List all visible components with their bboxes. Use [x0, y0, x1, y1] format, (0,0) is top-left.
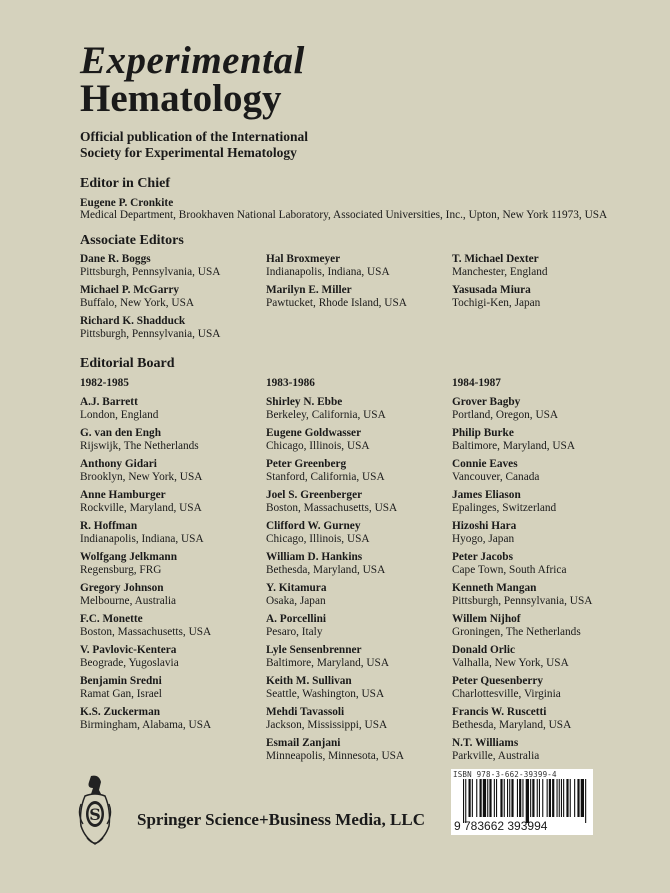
board-member-entry — [80, 489, 265, 520]
member-location: Hyogo, Japan — [452, 533, 515, 545]
editor-location: Buffalo, New York, USA — [80, 297, 195, 309]
barcode-bar — [561, 779, 562, 817]
member-name: N.T. Williams — [452, 737, 519, 749]
subtitle — [80, 129, 308, 161]
barcode-bar — [563, 779, 564, 817]
board-member-entry — [80, 582, 265, 613]
isbn-label: ISBN 978-3-662-39399-4 — [453, 770, 557, 779]
board-member-entry — [452, 644, 637, 675]
board-member-entry — [452, 427, 637, 458]
board-member-entry — [266, 458, 451, 489]
barcode-bar — [487, 779, 488, 817]
barcode-bar — [542, 779, 543, 817]
member-name: Joel S. Greenberger — [266, 489, 363, 501]
board-member-entry — [80, 458, 265, 489]
board-member-entry — [452, 706, 637, 737]
isbn-barcode — [451, 769, 593, 835]
member-name: Anne Hamburger — [80, 489, 166, 501]
term-years: 1982-1985 — [80, 377, 129, 389]
member-location: Vancouver, Canada — [452, 471, 540, 483]
barcode-bar — [519, 779, 521, 817]
member-name: William D. Hankins — [266, 551, 363, 563]
editor-entry — [452, 253, 637, 284]
board-member-entry — [80, 551, 265, 582]
ean-digits: 9 783662 393994 — [454, 819, 548, 833]
member-name: Wolfgang Jelkmann — [80, 551, 177, 563]
editor-in-chief-heading: Editor in Chief — [80, 176, 170, 191]
journal-title-line2: Hematology — [80, 77, 282, 120]
springer-knight-logo — [77, 774, 113, 850]
member-name: Willem Nijhof — [452, 613, 521, 625]
editor-entry — [80, 253, 265, 284]
editor-entry — [266, 253, 451, 284]
member-name: Philip Burke — [452, 427, 514, 439]
member-location: Melbourne, Australia — [80, 595, 177, 607]
member-location: Jackson, Mississippi, USA — [266, 719, 388, 731]
term-years: 1983-1986 — [266, 377, 315, 389]
barcode-bar — [483, 779, 486, 817]
board-member-entry — [80, 396, 265, 427]
associate-editors-heading: Associate Editors — [80, 233, 184, 248]
editor-name: Hal Broxmeyer — [266, 253, 341, 265]
member-location: Ramat Gan, Israel — [80, 688, 162, 700]
member-location: Bethesda, Maryland, USA — [452, 719, 572, 731]
subtitle-line2: Society for Experimental Hematology — [80, 145, 297, 160]
member-name: Benjamin Sredni — [80, 675, 162, 687]
member-location: London, England — [80, 409, 159, 421]
board-member-entry — [452, 396, 637, 427]
barcode-bar — [566, 779, 568, 817]
barcode-bar — [581, 779, 584, 817]
editor-entry — [266, 284, 451, 315]
member-location: Parkville, Australia — [452, 750, 540, 762]
member-name: A. Porcellini — [266, 613, 327, 625]
editor-location: Pawtucket, Rhode Island, USA — [266, 297, 407, 309]
board-member-entry — [452, 675, 637, 706]
member-name: Hizoshi Hara — [452, 520, 517, 532]
board-member-entry — [80, 706, 265, 737]
member-name: V. Pavlovic-Kentera — [80, 644, 177, 656]
board-member-entry — [452, 520, 637, 551]
member-name: Anthony Gidari — [80, 458, 157, 470]
member-name: Mehdi Tavassoli — [266, 706, 345, 718]
editor-location: Tochigi-Ken, Japan — [452, 297, 541, 309]
board-member-entry — [80, 427, 265, 458]
barcode-bar — [489, 779, 491, 817]
member-name: R. Hoffman — [80, 520, 138, 532]
member-location: Portland, Oregon, USA — [452, 409, 559, 421]
barcode-bar — [480, 779, 482, 817]
member-location: Brooklyn, New York, USA — [80, 471, 203, 483]
member-name: Shirley N. Ebbe — [266, 396, 343, 408]
board-member-entry — [452, 458, 637, 489]
board-member-entry — [266, 582, 451, 613]
member-name: K.S. Zuckerman — [80, 706, 161, 718]
board-member-entry — [266, 644, 451, 675]
member-name: Peter Greenberg — [266, 458, 347, 470]
editorial-board-column — [266, 377, 451, 768]
board-member-entry — [452, 737, 637, 768]
barcode-bar — [570, 779, 571, 817]
member-name: Donald Orlic — [452, 644, 516, 656]
editor-name: Marilyn E. Miller — [266, 284, 352, 296]
member-location: Pesaro, Italy — [266, 626, 323, 638]
member-name: Lyle Sensenbrenner — [266, 644, 362, 656]
member-name: Peter Jacobs — [452, 551, 513, 563]
board-member-entry — [452, 582, 637, 613]
editor-entry — [80, 315, 265, 346]
barcode-bar — [496, 779, 497, 817]
barcode-bar — [507, 779, 508, 817]
journal-title-line1: Experimental — [80, 39, 305, 82]
member-name: Esmail Zanjani — [266, 737, 341, 749]
member-location: Chicago, Illinois, USA — [266, 533, 370, 545]
member-name: Francis W. Ruscetti — [452, 706, 547, 718]
editor-name: Dane R. Boggs — [80, 253, 151, 265]
barcode-bar — [472, 779, 473, 817]
board-member-entry — [452, 551, 637, 582]
barcode-bar — [511, 779, 513, 817]
associate-editors-column — [80, 253, 265, 346]
barcode-bar — [574, 779, 575, 817]
member-name: James Eliason — [452, 489, 521, 501]
member-location: Epalinges, Switzerland — [452, 502, 557, 514]
barcode-bar — [577, 779, 579, 817]
editor-location: Manchester, England — [452, 266, 548, 278]
term-years: 1984-1987 — [452, 377, 501, 389]
barcode-bar — [539, 779, 540, 817]
publisher-name: Springer Science+Business Media, LLC — [137, 810, 426, 829]
barcode-bar — [517, 779, 518, 817]
barcode-bar — [532, 779, 534, 817]
member-location: Baltimore, Maryland, USA — [452, 440, 575, 452]
editor-name: Yasusada Miura — [452, 284, 531, 296]
member-location: Groningen, The Netherlands — [452, 626, 581, 638]
barcode-bar — [552, 779, 554, 817]
editor-location: Pittsburgh, Pennsylvania, USA — [80, 266, 221, 278]
subtitle-line1: Official publication of the International — [80, 129, 309, 144]
editor-in-chief-name: Eugene P. Cronkite — [80, 197, 174, 209]
barcode-bar — [465, 779, 466, 823]
editor-entry — [80, 284, 265, 315]
member-location: Pittsburgh, Pennsylvania, USA — [452, 595, 593, 607]
barcode-bar — [500, 779, 502, 817]
member-location: Baltimore, Maryland, USA — [266, 657, 389, 669]
member-location: Valhalla, New York, USA — [452, 657, 569, 669]
associate-editors-column — [452, 253, 637, 315]
member-location: Rijswijk, The Netherlands — [80, 440, 199, 452]
member-location: Beograde, Yugoslavia — [80, 657, 179, 669]
board-member-entry — [80, 675, 265, 706]
board-member-entry — [266, 613, 451, 644]
member-name: Peter Quesenberry — [452, 675, 544, 687]
barcode-bar — [530, 779, 531, 817]
editor-location: Pittsburgh, Pennsylvania, USA — [80, 328, 221, 340]
svg-text:S: S — [89, 805, 101, 824]
barcode-bar — [537, 779, 538, 817]
editor-in-chief-address: Medical Department, Brookhaven National Laboratory, Associated Universities, Inc., Upton, New York 11973, USA — [80, 209, 608, 221]
member-name: Gregory Johnson — [80, 582, 164, 594]
barcode-bar — [559, 779, 560, 817]
member-name: Connie Eaves — [452, 458, 518, 470]
member-location: Chicago, Illinois, USA — [266, 440, 370, 452]
barcode-bar — [463, 779, 464, 823]
member-name: F.C. Monette — [80, 613, 143, 625]
member-location: Osaka, Japan — [266, 595, 326, 607]
barcode-bar — [476, 779, 477, 817]
board-member-entry — [266, 737, 451, 768]
member-location: Indianapolis, Indiana, USA — [80, 533, 204, 545]
barcode-bar — [509, 779, 510, 817]
member-location: Bethesda, Maryland, USA — [266, 564, 386, 576]
member-location: Seattle, Washington, USA — [266, 688, 385, 700]
board-member-entry — [80, 520, 265, 551]
member-location: Boston, Massachusetts, USA — [266, 502, 398, 514]
member-location: Rockville, Maryland, USA — [80, 502, 202, 514]
member-location: Regensburg, FRG — [80, 564, 162, 576]
member-location: Minneapolis, Minnesota, USA — [266, 750, 405, 762]
editor-name: T. Michael Dexter — [452, 253, 539, 265]
barcode-bar — [557, 779, 558, 817]
member-name: Kenneth Mangan — [452, 582, 537, 594]
board-member-entry — [452, 489, 637, 520]
member-location: Charlottesville, Virginia — [452, 688, 561, 700]
barcode-bar — [585, 779, 586, 823]
member-name: Keith M. Sullivan — [266, 675, 352, 687]
member-location: Cape Town, South Africa — [452, 564, 567, 576]
editor-entry — [452, 284, 637, 315]
editor-name: Michael P. McGarry — [80, 284, 180, 296]
board-member-entry — [80, 644, 265, 675]
board-member-entry — [80, 613, 265, 644]
editor-name: Richard K. Shadduck — [80, 315, 186, 327]
editorial-board-column — [452, 377, 637, 768]
barcode-bar — [547, 779, 548, 817]
member-location: Boston, Massachusetts, USA — [80, 626, 212, 638]
board-member-entry — [266, 706, 451, 737]
member-name: Y. Kitamura — [266, 582, 327, 594]
barcode-bar — [522, 779, 523, 817]
member-location: Berkeley, California, USA — [266, 409, 386, 421]
member-name: G. van den Engh — [80, 427, 161, 439]
barcode-bar — [549, 779, 551, 817]
barcode-bars — [463, 779, 589, 823]
board-member-entry — [266, 520, 451, 551]
member-name: A.J. Barrett — [80, 396, 138, 408]
barcode-bar — [469, 779, 471, 817]
board-member-entry — [266, 427, 451, 458]
board-member-entry — [266, 396, 451, 427]
barcode-bar — [504, 779, 505, 817]
board-member-entry — [266, 551, 451, 582]
editor-location: Indianapolis, Indiana, USA — [266, 266, 390, 278]
member-name: Clifford W. Gurney — [266, 520, 361, 532]
associate-editors-column — [266, 253, 451, 315]
editorial-board-heading: Editorial Board — [80, 356, 175, 371]
barcode-bar — [494, 779, 495, 817]
member-location: Birmingham, Alabama, USA — [80, 719, 212, 731]
member-name: Grover Bagby — [452, 396, 521, 408]
board-member-entry — [452, 613, 637, 644]
barcode-bar — [526, 779, 529, 823]
board-member-entry — [266, 675, 451, 706]
member-location: Stanford, California, USA — [266, 471, 385, 483]
editorial-board-column — [80, 377, 265, 737]
member-name: Eugene Goldwasser — [266, 427, 362, 439]
board-member-entry — [266, 489, 451, 520]
